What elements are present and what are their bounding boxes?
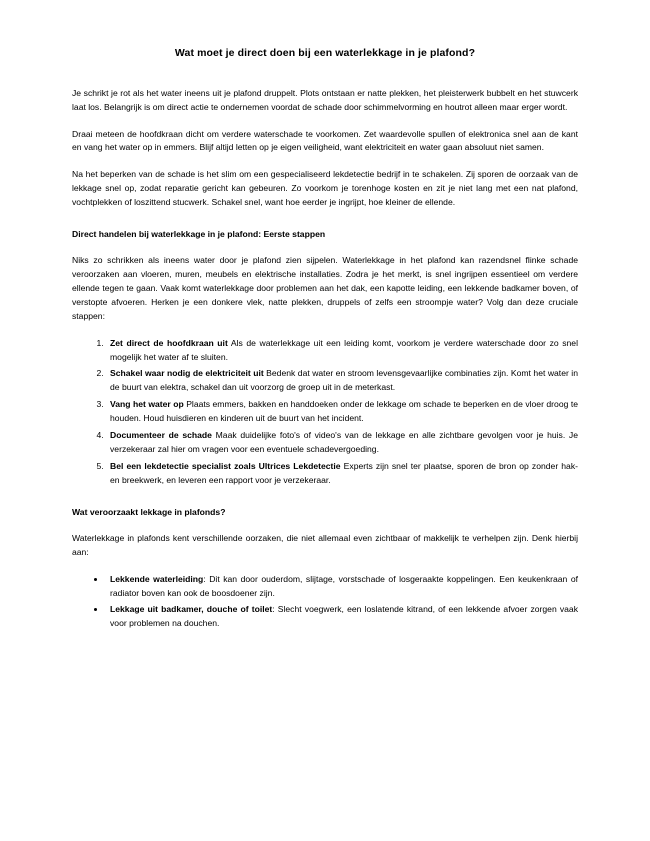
cause-lead: Lekkage uit badkamer, douche of toilet bbox=[110, 604, 273, 615]
list-item bbox=[106, 367, 578, 395]
step-text: Als de waterlekkage uit een leiding komt, voorkom je verdere waterschade door zo snel mogelijk het water af te sluiten. bbox=[110, 337, 578, 362]
intro-paragraph-3: Na het beperken van de schade is het slim om een gespecialiseerd lekdetectie bedrijf in te schakelen. Zij sporen de oorzaak van de lekkage snel op, zodat reparatie gericht kan gebeuren. Zo voorkom je torenhoge kosten en zit je niet lang met een nat plafond, vochtplekken of loszittend stucwerk. Schakel snel, want hoe eerder je ingrijpt, hoe kleiner de ellende. bbox=[72, 169, 578, 208]
list-item bbox=[106, 337, 578, 365]
page-title: Wat moet je direct doen bij een waterlekkage in je plafond? bbox=[174, 47, 476, 59]
step-lead: Documenteer de schade bbox=[110, 430, 212, 441]
step-lead: Zet direct de hoofdkraan uit bbox=[110, 337, 228, 348]
step-text: Maak duidelijke foto's of video's van de lekkage en alle zichtbare gevolgen voor je huis. Je verzekeraar zal hier om vragen voor een eventuele schadevergoeding. bbox=[110, 430, 578, 455]
list-item bbox=[106, 429, 578, 457]
cause-lead: Lekkende waterleiding bbox=[110, 573, 204, 584]
intro-paragraph-1: Je schrikt je rot als het water ineens uit je plafond druppelt. Plots ontstaan er natte plekken, het pleisterwerk bubbelt en het stuwcerk laat los. Belangrijk is om direct actie te ondernemen voordat de schade door schimmelvorming en houtrot alleen maar erger wordt. bbox=[72, 87, 578, 112]
step-lead: Bel een lekdetectie specialist zoals Ultrices Lekdetectie bbox=[110, 461, 341, 472]
step-text: Bedenk dat water en stroom levensgevaarlijke combinaties zijn. Komt het water in de buurt van elektra, schakel dan uit voorzorg de groep uit in de meterkast. bbox=[110, 368, 578, 393]
steps-list bbox=[72, 337, 578, 488]
causes-list bbox=[72, 573, 578, 632]
list-item bbox=[106, 573, 578, 601]
step-text: Experts zijn snel ter plaatse, sporen de bron op zonder hak- en breekwerk, en leveren een rapport voor je verzekeraar. bbox=[110, 461, 578, 485]
section-two-paragraph: Waterlekkage in plafonds kent verschillende oorzaken, die niet allemaal even zichtbaar of makkelijk te verhelpen zijn. Denk hierbij aan: bbox=[72, 532, 578, 557]
section-one-paragraph: Niks zo schrikken als ineens water door je plafond zien sijpelen. Waterlekkage in het plafond kan razendsnel flinke schade veroorzaken aan vloeren, muren, meubels en elektrische installaties. Zodra je het merkt, is snel ingrijpen essentieel om verdere ellende tegen te gaan. Vaak komt waterlekkage door problemen aan het dak, een kapotte leiding, een lekkende badkamer boven, of verstopte afvoeren. Herken je een donkere vlek, natte plekken, druppels of zelfs een stroompje water? Volg dan deze cruciale stappen: bbox=[72, 255, 578, 321]
list-item bbox=[106, 460, 578, 488]
document-body bbox=[72, 87, 578, 632]
intro-paragraph-2: Draai meteen de hoofdkraan dicht om verdere waterschade te voorkomen. Zet waardevolle spullen of elektronica snel aan de kant en vang het water op in emmers. Blijf altijd letten op je eigen veiligheid, want elektriciteit en water gaan absoluut niet samen. bbox=[72, 128, 578, 153]
step-lead: Schakel waar nodig de elektriciteit uit bbox=[110, 368, 264, 379]
section-one-heading: Direct handelen bij waterlekkage in je plafond: Eerste stappen bbox=[72, 229, 326, 240]
list-item bbox=[106, 398, 578, 426]
step-lead: Vang het water op bbox=[110, 399, 184, 410]
list-item bbox=[106, 603, 578, 631]
cause-text: : Slecht voegwerk, een loslatende kitrand, of een lekkende afvoer zorgen vaak voor problemen na douchen. bbox=[110, 604, 579, 629]
cause-text: : Dit kan door ouderdom, slijtage, vorstschade of losgeraakte koppelingen. Een keukenkraan of radiator boven kan ook de boosdoener zijn. bbox=[110, 573, 578, 598]
step-text: Plaats emmers, bakken en handdoeken onder de lekkage om schade te beperken en de vloer droog te houden. Houd huisdieren en kinderen uit de buurt van het incident. bbox=[110, 399, 578, 424]
section-two-heading: Wat veroorzaakt lekkage in plafonds? bbox=[72, 506, 226, 517]
